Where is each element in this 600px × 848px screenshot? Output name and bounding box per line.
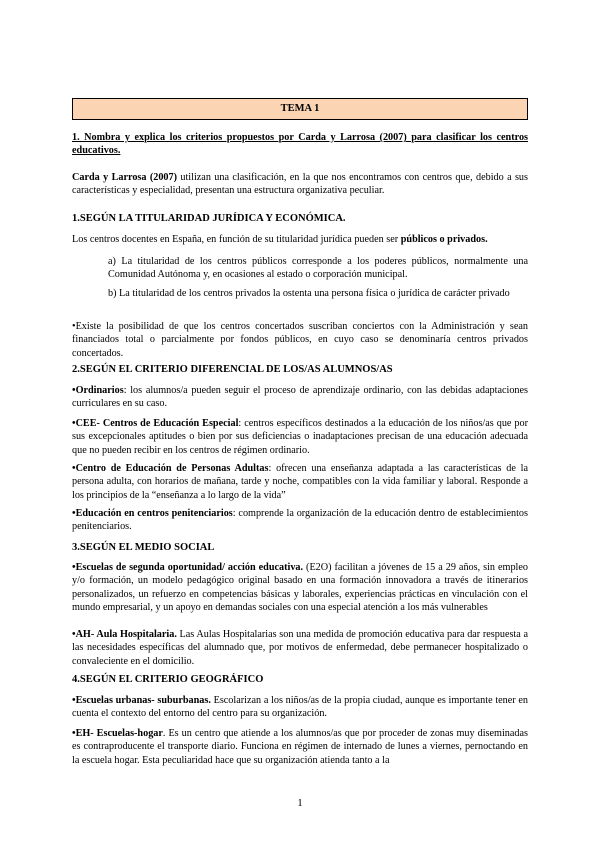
s1-paragraph	[72, 233, 528, 246]
s4-item-1-bold: •Escuelas urbanas- suburbanas.	[72, 695, 211, 706]
section-4-heading: 4.SEGÚN EL CRITERIO GEOGRÁFICO	[72, 674, 264, 685]
s3-item-2-bold: •AH- Aula Hospitalaria.	[72, 629, 177, 640]
section-2-heading: 2.SEGÚN EL CRITERIO DIFERENCIAL DE LOS/AS ALUMNOS/AS	[72, 364, 393, 375]
s2-item-2-bold: •CEE- Centros de Educación Especial	[72, 418, 239, 429]
s3-item-aula-hospitalaria	[72, 628, 528, 668]
s4-item-escuelas-hogar	[72, 727, 528, 767]
s2-item-3-bold: •Centro de Educación de Personas Adultas	[72, 463, 269, 474]
s3-item-e2o	[72, 561, 528, 615]
section-3-heading: 3.SEGÚN EL MEDIO SOCIAL	[72, 542, 215, 553]
s1-note: •Existe la posibilidad de que los centros concertados suscriban conciertos con la Administración y sean financiados total o parcialmente por fondos públicos, en cuyo caso se denominaría centros privados concertados.	[72, 321, 528, 359]
s3-item-1-bold: •Escuelas de segunda oportunidad/ acción educativa.	[72, 562, 304, 573]
s2-item-cee	[72, 417, 528, 457]
s2-item-1-bold: •Ordinarios	[72, 385, 124, 396]
s3-item-2-text: Las Aulas Hospitalarias son una medida de promoción educativa para dar respuesta a las necesidades específicas del alumnado que, por motivos de enfermedad, debe permanecer hospitalizado o convaleciente en el domicilio.	[72, 629, 528, 667]
s4-item-2-bold: •EH- Escuelas-hogar	[72, 728, 163, 739]
s4-item-urbanas	[72, 694, 528, 721]
s2-item-1-text: : los alumnos/a pueden seguir el proceso de aprendizaje ordinario, con las debidas adaptaciones curriculares en su caso.	[72, 385, 528, 410]
s2-item-2-text: : centros específicos destinados a la educación de los niños/as que por sus excepcionales aptitudes o bien por sus deficiencias o inadaptaciones precisan de una educación adecuada que no pueden recibir en los centros de régimen ordinario.	[72, 418, 528, 456]
question-text: 1. Nombra y explica los criterios propuestos por Carda y Larrosa (2007) para clasificar los centros educativos.	[72, 132, 528, 157]
section-1-heading: 1.SEGÚN LA TITULARIDAD JURÍDICA Y ECONÓMICA.	[72, 213, 346, 224]
intro-bold: Carda y Larrosa (2007)	[72, 172, 177, 183]
s2-item-penitenciarios	[72, 507, 528, 534]
s2-item-3-text: : ofrecen una enseñanza adaptada a las características de la persona adulta, con horarios de mañana, tarde y noche, compatibles con la vida familiar y laboral. Responde a los principios de la “enseñanza a lo largo de la vida”	[72, 463, 529, 501]
page-number: 1	[297, 797, 303, 809]
s1-item-a: a) La titularidad de los centros públicos corresponde a los poderes públicos, normalmente una Comunidad Autónoma y, en ocasiones al estado o corporación municipal.	[108, 256, 528, 281]
s2-item-adultas	[72, 462, 528, 502]
s2-item-4-text: : comprende la organización de la educación dentro de establecimientos penitenciarios.	[72, 508, 528, 533]
s1-paragraph-bold: públicos o privados.	[400, 234, 488, 245]
s4-item-1-text: Escolarizan a los niños/as de la propia ciudad, aunque es importante tener en cuenta el contexto del entorno del centro para su organización.	[72, 695, 528, 720]
s1-paragraph-text: Los centros docentes en España, en función de su titularidad jurídica pueden ser	[72, 234, 401, 245]
s1-item-b: b) La titularidad de los centros privados la ostenta una persona física o jurídica de carácter privado	[108, 288, 510, 299]
s2-item-4-bold: •Educación en centros penitenciarios	[72, 508, 233, 519]
intro-paragraph	[72, 171, 528, 198]
s2-item-ordinarios	[72, 384, 528, 411]
title-box: TEMA 1	[72, 98, 528, 120]
s4-item-2-text: . Es un centro que atiende a los alumnos/as que por proceder de zonas muy diseminadas es contraproducente el transporte diario. Funciona en régimen de internado de lunes a viernes, pernoctando en la escuela hogar. Esta peculiaridad hace que su organización atienda tanto a la	[72, 728, 528, 766]
s3-item-1-text: (E2O) facilitan a jóvenes de 15 a 29 años, sin empleo y/o formación, un modelo pedagógico original basado en una formación innovadora a través de itinerarios personalizados, un refuerzo en competencias básicas y laborales, experiencias prácticas en vinculación con el mundo empresarial, y un apoyo en demandas sociales con una especial atención a los más vulnerables	[72, 562, 528, 614]
intro-text: utilizan una clasificación, en la que nos encontramos con centros que, debido a sus características y especialidad, presentan una estructura organizativa peculiar.	[72, 172, 528, 197]
